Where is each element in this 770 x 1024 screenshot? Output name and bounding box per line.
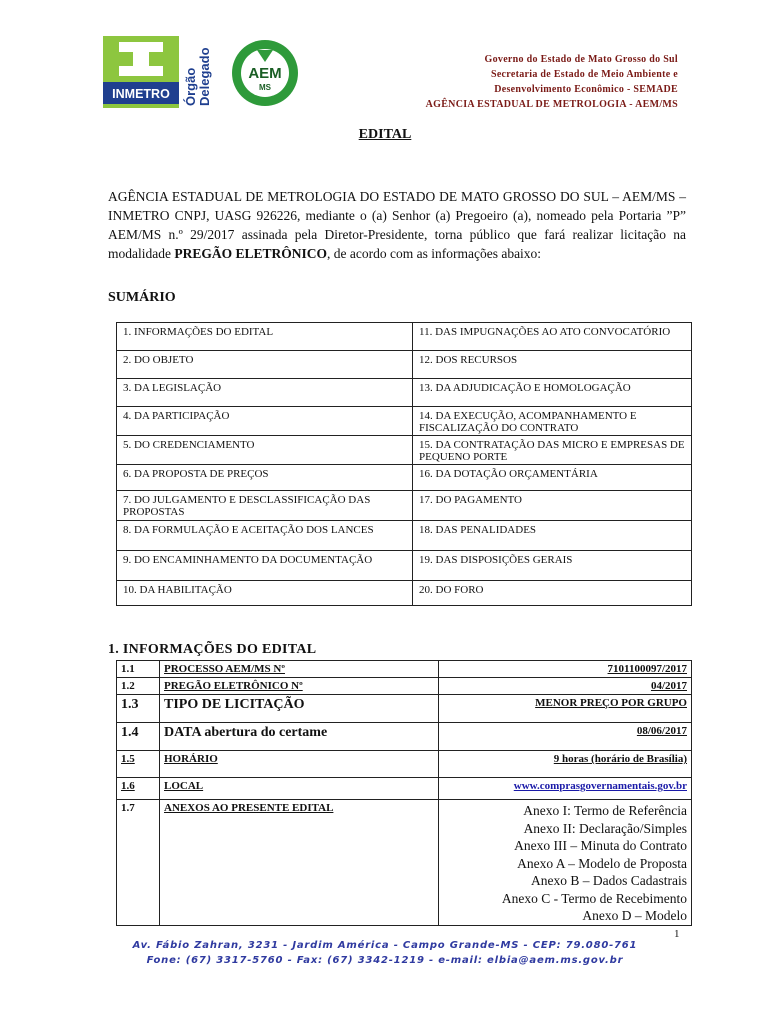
info-row-number: 1.5 <box>117 751 160 778</box>
summary-cell: 13. DA ADJUDICAÇÃO E HOMOLOGAÇÃO <box>413 379 692 407</box>
intro-text-before: AGÊNCIA ESTADUAL DE METROLOGIA DO ESTADO DE MATO GROSSO DO SUL – AEM/MS – INMETRO CNPJ, UASG 926226, mediante o (a) Senhor (a) Pregoeiro (a), nomeado pela Portaria ”P” AEM/MS n.º 29/2017 assinada pela Diretor-Presidente, torna público que fará realizar licitação na modalidade <box>108 189 686 261</box>
page-title-text: EDITAL <box>358 127 412 142</box>
annex-item: Anexo A – Modelo de Proposta <box>517 855 687 871</box>
summary-cell: 7. DO JULGAMENTO E DESCLASSIFICAÇÃO DAS PROPOSTAS <box>117 491 413 521</box>
info-row <box>117 678 692 695</box>
summary-cell: 20. DO FORO <box>413 581 692 606</box>
info-row-value: 7101100097/2017 <box>439 661 692 678</box>
header-line-agency: AGÊNCIA ESTADUAL DE METROLOGIA - AEM/MS <box>425 99 678 110</box>
footer-address: Av. Fábio Zahran, 3231 - Jardim América - Campo Grande-MS - CEP: 79.080-761 <box>132 940 638 951</box>
summary-row <box>117 351 692 379</box>
info-row-label: TIPO DE LICITAÇÃO <box>160 695 439 723</box>
summary-row <box>117 581 692 606</box>
document-footer <box>0 938 770 968</box>
summary-row <box>117 407 692 436</box>
info-row-value: MENOR PREÇO POR GRUPO <box>439 695 692 723</box>
intro-text-after: , de acordo com as informações abaixo: <box>327 246 542 261</box>
summary-cell: 18. DAS PENALIDADES <box>413 521 692 551</box>
delegado-logo-text: Delegado <box>197 47 212 106</box>
orgao-logo-text: Órgão <box>183 67 198 106</box>
summary-cell: 6. DA PROPOSTA DE PREÇOS <box>117 465 413 491</box>
summary-table <box>116 322 692 606</box>
summary-cell: 14. DA EXECUÇÃO, ACOMPANHAMENTO E FISCALIZAÇÃO DO CONTRATO <box>413 407 692 436</box>
summary-cell: 4. DA PARTICIPAÇÃO <box>117 407 413 436</box>
summary-cell: 9. DO ENCAMINHAMENTO DA DOCUMENTAÇÃO <box>117 551 413 581</box>
summary-cell: 15. DA CONTRATAÇÃO DAS MICRO E EMPRESAS DE PEQUENO PORTE <box>413 436 692 465</box>
inmetro-logo-text: INMETRO <box>112 87 170 101</box>
intro-bold-modality: PREGÃO ELETRÔNICO <box>174 246 328 261</box>
aem-ms-logo <box>224 38 306 108</box>
summary-heading: SUMÁRIO <box>108 290 176 305</box>
summary-cell: 10. DA HABILITAÇÃO <box>117 581 413 606</box>
summary-cell: 2. DO OBJETO <box>117 351 413 379</box>
page-number: 1 <box>674 928 680 940</box>
info-row-label: PROCESSO AEM/MS Nº <box>160 661 439 678</box>
info-row <box>117 723 692 751</box>
summary-cell: 5. DO CREDENCIAMENTO <box>117 436 413 465</box>
info-row-number: 1.7 <box>117 800 160 926</box>
info-row-number: 1.1 <box>117 661 160 678</box>
summary-cell: 12. DOS RECURSOS <box>413 351 692 379</box>
summary-row <box>117 491 692 521</box>
header-line-secretaria: Secretaria de Estado de Meio Ambiente e <box>490 69 678 80</box>
info-row-label: PREGÃO ELETRÔNICO Nº <box>160 678 439 695</box>
summary-cell: 1. INFORMAÇÕES DO EDITAL <box>117 323 413 351</box>
aem-ms-logo-text: MS <box>259 83 271 92</box>
info-row <box>117 695 692 723</box>
summary-cell: 11. DAS IMPUGNAÇÕES AO ATO CONVOCATÓRIO <box>413 323 692 351</box>
summary-cell: 3. DA LEGISLAÇÃO <box>117 379 413 407</box>
summary-cell: 19. DAS DISPOSIÇÕES GERAIS <box>413 551 692 581</box>
info-row <box>117 778 692 800</box>
info-row-label: LOCAL <box>160 778 439 800</box>
info-row-label: ANEXOS AO PRESENTE EDITAL <box>160 800 439 926</box>
info-row <box>117 800 692 926</box>
annex-item: Anexo D – Modelo <box>582 908 687 923</box>
annexes-list <box>439 800 692 926</box>
info-row-label: DATA abertura do certame <box>160 723 439 751</box>
info-row <box>117 751 692 778</box>
summary-row <box>117 436 692 465</box>
section-1-heading: 1. INFORMAÇÕES DO EDITAL <box>108 642 317 657</box>
info-row-value: 08/06/2017 <box>439 723 692 751</box>
info-row-number: 1.4 <box>117 723 160 751</box>
summary-cell: 8. DA FORMULAÇÃO E ACEITAÇÃO DOS LANCES <box>117 521 413 551</box>
annex-item: Anexo I: Termo de Referência <box>523 803 687 818</box>
annex-item: Anexo III – Minuta do Contrato <box>514 838 687 853</box>
document-header <box>348 52 678 112</box>
inmetro-orgao-delegado-logo <box>103 36 213 108</box>
header-line-semade: Desenvolvimento Econômico - SEMADE <box>494 84 678 95</box>
annex-item: Anexo II: Declaração/Simples <box>523 820 687 836</box>
summary-cell: 16. DA DOTAÇÃO ORÇAMENTÁRIA <box>413 465 692 491</box>
summary-cell: 17. DO PAGAMENTO <box>413 491 692 521</box>
page-title <box>0 127 770 143</box>
info-row-number: 1.6 <box>117 778 160 800</box>
info-row-number: 1.2 <box>117 678 160 695</box>
local-website-link[interactable]: www.comprasgovernamentais.gov.br <box>439 778 692 800</box>
edital-info-table <box>116 660 692 926</box>
summary-row <box>117 323 692 351</box>
info-row-label: HORÁRIO <box>160 751 439 778</box>
intro-paragraph <box>108 187 686 263</box>
summary-row <box>117 465 692 491</box>
summary-row <box>117 521 692 551</box>
info-row-value: 04/2017 <box>439 678 692 695</box>
annex-item: Anexo C - Termo de Recebimento <box>501 890 687 906</box>
summary-row <box>117 551 692 581</box>
info-row <box>117 661 692 678</box>
annex-item: Anexo B – Dados Cadastrais <box>531 873 687 888</box>
info-row-number: 1.3 <box>117 695 160 723</box>
footer-contact: Fone: (67) 3317-5760 - Fax: (67) 3342-1219 - e-mail: elbia@aem.ms.gov.br <box>146 955 624 966</box>
aem-logo-text: AEM <box>248 65 282 82</box>
summary-row <box>117 379 692 407</box>
info-row-value: 9 horas (horário de Brasília) <box>439 751 692 778</box>
header-line-government: Governo do Estado de Mato Grosso do Sul <box>484 54 678 65</box>
